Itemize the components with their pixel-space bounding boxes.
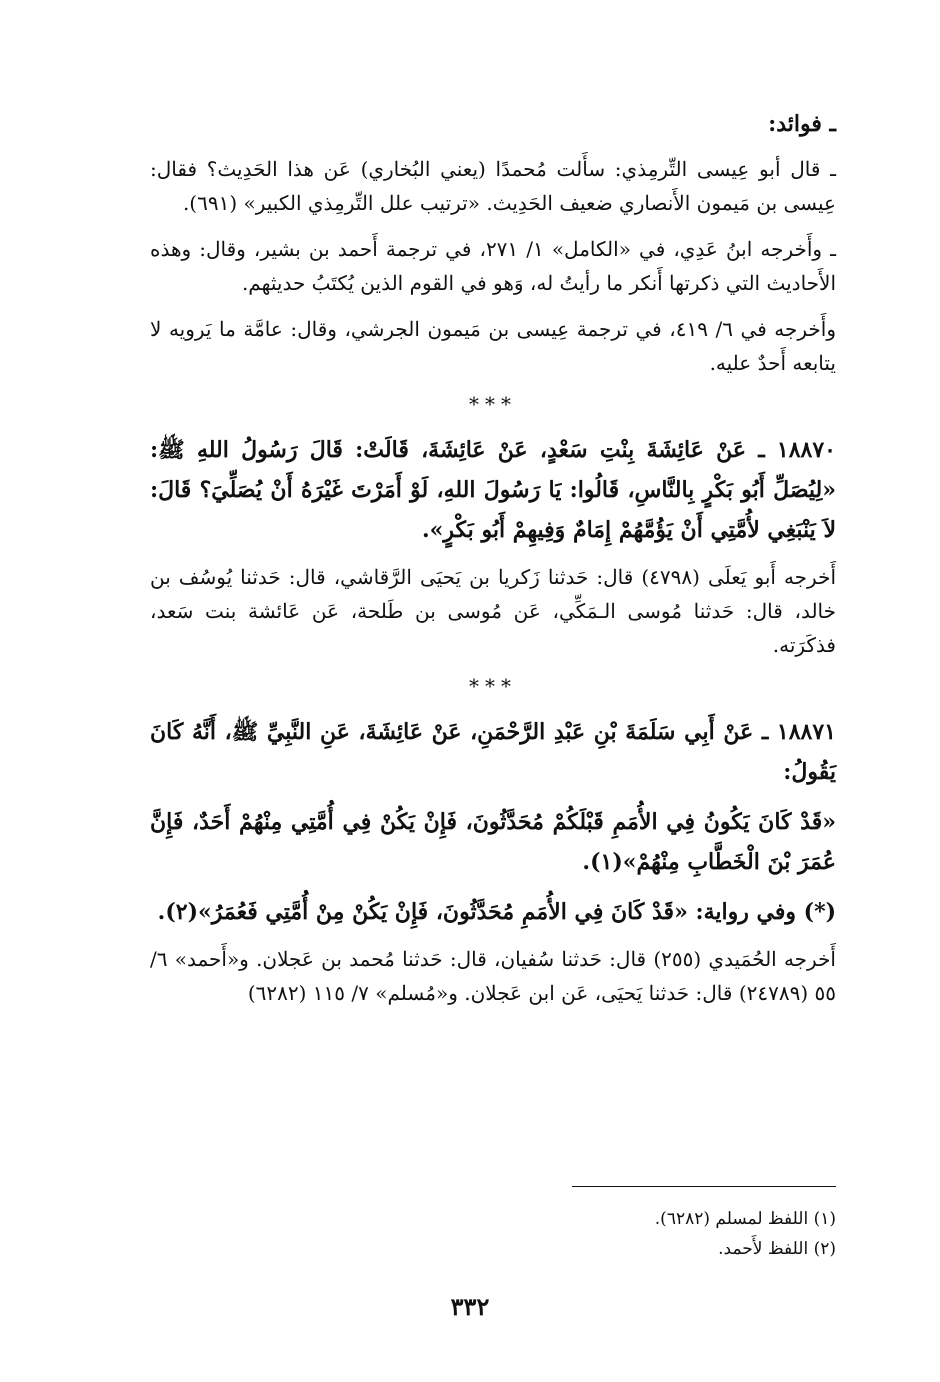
footnote-divider <box>572 1186 836 1187</box>
footnote-2: (٢) اللفظ لأَحمد. <box>718 1239 836 1259</box>
section-heading: ـ فوائد: <box>768 111 836 137</box>
benefit-paragraph-2: ـ وأَخرجه ابنُ عَدِي، في «الكامل» ١/ ٢٧١، في ترجمة أَحمد بن بشير، وقال: وهذه الأَحاديث التي ذكرتها أَنكر ما رأيتُ له، وَهو في القوم الذين يُكتَبُ حديثهم. <box>150 237 836 295</box>
benefit-paragraph-1: ـ قال أبو عِيسى التِّرمِذي: سأَلت مُحمدًا (يعني البُخاري) عَن هذا الحَدِيث؟ فقال: عِيسى بن مَيمون الأَنصاري ضعيف الحَدِيث. «ترتيب علل التِّرمِذي الكبير» (٦٩١). <box>150 157 836 215</box>
page-body <box>150 104 836 1022</box>
page-number: ٣٣٢ <box>450 1292 490 1321</box>
hadith-18871-quote: «قَدْ كَانَ يَكُونُ فِي الأُمَمِ قَبْلَكُمْ مُحَدَّثُونَ، فَإِنْ يَكُنْ فِي أُمَّتِي مِنْهُمْ أَحَدٌ، فَإِنَّ عُمَرَ بْنَ الْخَطَّابِ مِنْهُمْ»(١). <box>150 809 836 875</box>
footnotes <box>150 1204 836 1264</box>
hadith-18870-takhrij: أَخرجه أَبو يَعلَى (٤٧٩٨) قال: حَدثنا زَكريا بن يَحيَى الرَّقاشي، قال: حَدثنا يُوسُف بن خالد، قال: حَدثنا مُوسى الـمَكِّي، عَن مُوسى بن طَلحة، عَن عَائشة بنت سَعد، فذكَرَته. <box>150 565 836 657</box>
hadith-18870-text: ١٨٨٧٠ ـ عَنْ عَائِشَةَ بِنْتِ سَعْدٍ، عَنْ عَائِشَةَ، قَالَتْ: قَالَ رَسُولُ اللهِ ﷺ: «لِيُصَلِّ أَبُو بَكْرٍ بِالنَّاسِ، قَالُوا: يَا رَسُولَ اللهِ، لَوْ أَمَرْتَ غَيْرَهُ أَنْ يُصَلِّيَ؟ قَالَ: لاَ يَنْبَغِي لأُمَّتِي أَنْ يَؤُمَّهُمْ إِمَامٌ وَفِيهِمْ أَبُو بَكْرٍ». <box>150 437 836 543</box>
separator-stars: *** <box>469 674 517 698</box>
hadith-18871-text: ١٨٨٧١ ـ عَنْ أَبِي سَلَمَةَ بْنِ عَبْدِ الرَّحْمَنِ، عَنْ عَائِشَةَ، عَنِ النَّبِيِّ ﷺ، أَنَّهُ كَانَ يَقُولُ: <box>150 719 836 785</box>
footnote-1: (١) اللفظ لمسلم (٦٢٨٢). <box>654 1209 836 1229</box>
separator-stars: *** <box>469 392 517 416</box>
benefit-paragraph-3: وأَخرجه في ٦/ ٤١٩، في ترجمة عِيسى بن مَيمون الجرشي، وقال: عامَّة ما يَرويه لا يتابعه أَحدٌ عليه. <box>150 317 836 375</box>
hadith-18871-takhrij: أَخرجه الحُمَيدي (٢٥٥) قال: حَدثنا سُفيان، قال: حَدثنا مُحمد بن عَجلان. و«أَحمد» ٦/ ٥٥ (٢٤٧٨٩) قال: حَدثنا يَحيَى، عَن ابن عَجلان. و«مُسلم» ٧/ ١١٥ (٦٢٨٢) <box>150 947 836 1005</box>
hadith-18871-riwaya: (*) وفي رواية: «قَدْ كَانَ فِي الأُمَمِ مُحَدَّثُونَ، فَإِنْ يَكُنْ مِنْ أُمَّتِي فَعُمَرُ»(٢). <box>157 899 836 925</box>
